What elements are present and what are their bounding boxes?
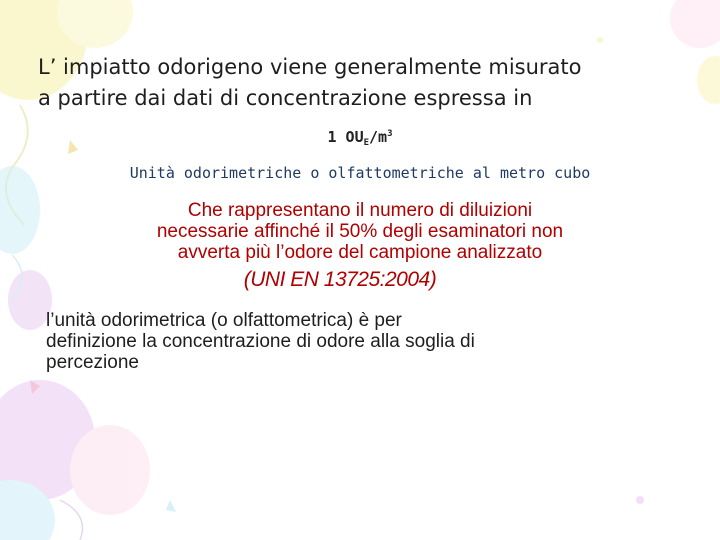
unit-formula [0,128,720,148]
definition-line-3: avverta più l’odore del campione analizzato [177,242,543,263]
unit-definition-line-1: l’unità odorimetrica (o olfattometrica) è per [46,310,402,331]
unit-prefix: 1 OU [327,128,364,146]
definition-line-2: necessarie affinché il 50% degli esaminatori non [156,221,564,242]
definition-line-1: Che rappresentano il numero di diluizioni [187,200,533,221]
unit-middle: /m [369,128,388,146]
standard-reference: (UNI EN 13725:2004) [243,268,437,291]
unit-definition-text [46,310,666,373]
unit-subscript: E [363,138,370,148]
slide-title [38,52,698,114]
unit-definition-line-2: definizione la concentrazione di odore alla soglia di [46,331,475,352]
definition-text [20,200,700,263]
unit-superscript: 3 [387,129,393,139]
unit-description: Unità odorimetriche o olfattometriche al metro cubo [129,164,591,182]
title-line-1: L’ impiatto odorigeno viene generalmente misurato [38,55,582,79]
title-line-2: a partire dai dati di concentrazione espressa in [38,86,533,110]
unit-definition-line-3: percezione [46,352,139,373]
